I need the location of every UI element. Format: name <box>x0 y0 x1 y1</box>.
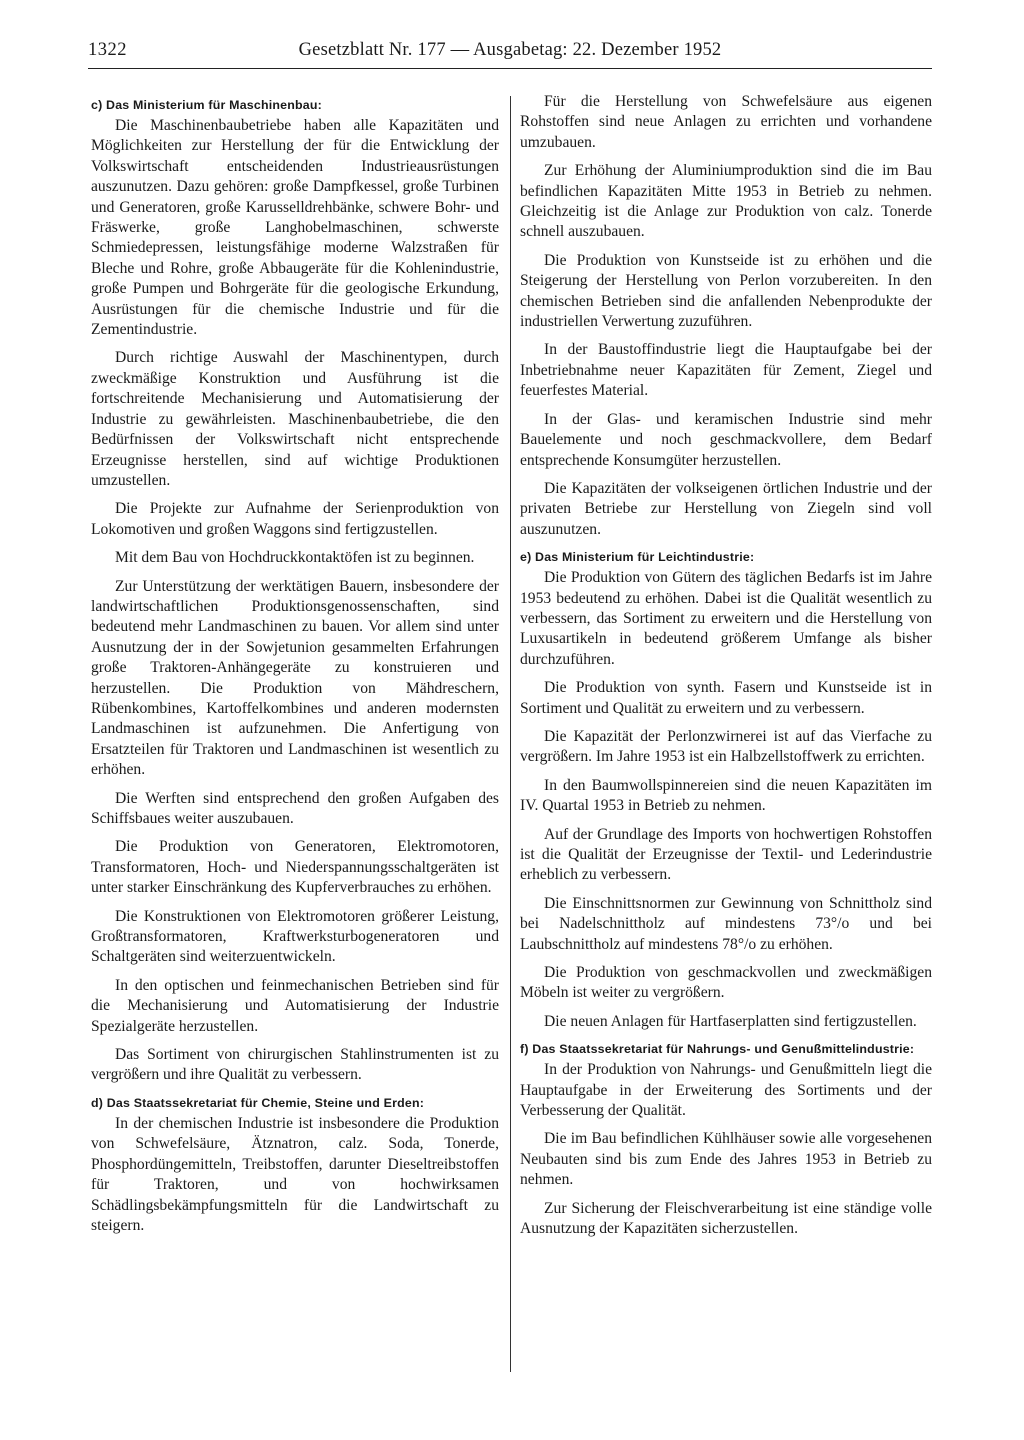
paragraph: Die Produktion von Generatoren, Elektromotoren, Transformatoren, Hoch- und Niederspannungsschaltgeräten ist unter starker Einschränkung des Kupferverbrauches zu erhöhen. <box>91 838 499 897</box>
paragraph: Die Produktion von synth. Fasern und Kunstseide ist in Sortiment und Qualität zu erweitern und zu verbessern. <box>520 679 932 717</box>
paragraph: Zur Erhöhung der Aluminiumproduktion sind die im Bau befindlichen Kapazitäten Mitte 1953 in Betrieb zu nehmen. Gleichzeitig ist die Anlage zur Produktion von calz. Tonerde schnell auszubauen. <box>520 162 932 241</box>
paragraph: Die Werften sind entsprechend den großen Aufgaben des Schiffsbaues weiter auszubauen. <box>91 789 499 827</box>
paragraph: Die neuen Anlagen für Hartfaserplatten sind fertigzustellen. <box>544 1012 917 1030</box>
paragraph: Die Einschnittsnormen zur Gewinnung von Schnittholz sind bei Nadelschnittholz auf mindestens 73°/o und bei Laubschnittholz auf mindestens 78°/o zu erhöhen. <box>520 894 932 953</box>
paragraph: Für die Herstellung von Schwefelsäure aus eigenen Rohstoffen sind neue Anlagen zu errichten und vorhandene umzubauen. <box>520 93 932 151</box>
section-heading-d: d) Das Staatssekretariat für Chemie, Steine und Erden: <box>91 1095 425 1110</box>
paragraph: Die Produktion von Gütern des täglichen Bedarfs ist im Jahre 1953 bedeutend zu erhöhen. Dabei ist die Qualität wesentlich zu verbessern, das Sortiment zu erweitern und die Herstellung von Luxusartikeln in bedeutend größerem Umfange als bisher durchzuführen. <box>520 569 932 668</box>
paragraph: Die Projekte zur Aufnahme der Serienproduktion von Lokomotiven und großen Waggons sind fertigzustellen. <box>91 500 499 538</box>
paragraph: Das Sortiment von chirurgischen Stahlinstrumenten ist zu vergrößern und ihre Qualität zu verbessern. <box>91 1046 499 1084</box>
paragraph: Mit dem Bau von Hochdruckkontaktöfen ist zu beginnen. <box>115 549 475 567</box>
paragraph: In den optischen und feinmechanischen Betrieben sind für die Mechanisierung und Automatisierung der Industrie Spezialgeräte herzustellen. <box>91 976 499 1035</box>
paragraph: In der chemischen Industrie ist insbesondere die Produktion von Schwefelsäure, Ätznatron, calz. Soda, Tonerde, Phosphordüngemitteln, Treibstoffen, darunter Dieseltreibstoffen für Traktoren, und von hochwirksamen Schädlingsbekämpfungsmitteln für die Landwirtschaft zu steigern. <box>91 1114 499 1234</box>
paragraph: Durch richtige Auswahl der Maschinentypen, durch zweckmäßige Konstruktion und Ausführung ist die fortschreitende Mechanisierung und Automatisierung der Industrie zu gewährleisten. Maschinenbaubetriebe, die den Bedürfnissen der Volkswirtschaft nicht entsprechende Erzeugnisse herstellen, sind auf wichtige Produktionen umzustellen. <box>91 349 499 489</box>
paragraph: Die Kapazitäten der volkseigenen örtlichen Industrie und der privaten Betriebe zur Herstellung von Ziegeln sind voll auszunutzen. <box>520 479 932 538</box>
paragraph: Die Konstruktionen von Elektromotoren größerer Leistung, Großtransformatoren, Kraftwerksturbogeneratoren und Schaltgeräten sind weiterzuentwickeln. <box>91 907 499 966</box>
section-heading-c: c) Das Ministerium für Maschinenbau: <box>91 98 322 112</box>
paragraph: In der Baustoffindustrie liegt die Hauptaufgabe bei der Inbetriebnahme neuer Kapazitäten für Zement, Ziegel und feuerfestes Material. <box>520 341 932 400</box>
paragraph: In der Glas- und keramischen Industrie sind mehr Bauelemente und noch geschmackvollere, dem Bedarf entsprechende Konsumgüter herzustellen. <box>520 410 932 469</box>
right-column <box>520 92 932 1248</box>
paragraph: Die Maschinenbaubetriebe haben alle Kapazitäten und Möglichkeiten zur Herstellung der für die Entwicklung der Volkswirtschaft entscheidenden Industrieausrüstungen auszunutzen. Dazu gehören: große Dampfkessel, große Turbinen und Generatoren, große Karusselldrehbänke, schwere Bohr- und Fräswerke, große Langhobelmaschinen, schwerste Schmiedepressen, leistungsfähige moderne Walzstraßen für Bleche und Rohre, große Abbaugeräte für die Kohlenindustrie, große Pumpen und Bohrgeräte für die geologische Erkundung, Ausrüstungen für die chemische Industrie und für die Zementindustrie. <box>91 117 499 339</box>
left-column <box>91 92 499 1244</box>
paragraph: In den Baumwollspinnereien sind die neuen Kapazitäten im IV. Quartal 1953 in Betrieb zu nehmen. <box>520 776 932 815</box>
paragraph: Die Produktion von Kunstseide ist zu erhöhen und die Steigerung der Herstellung von Perlon vorzubereiten. In den chemischen Betrieben sind die anfallenden Nebenprodukte der industriellen Verwertung zuzuführen. <box>520 251 932 331</box>
section-heading-f: f) Das Staatssekretariat für Nahrungs- und Genußmittelindustrie: <box>520 1042 915 1057</box>
paragraph: Die Produktion von geschmackvollen und zweckmäßigen Möbeln ist weiter zu vergrößern. <box>520 964 932 1002</box>
paragraph: Zur Unterstützung der werktätigen Bauern, insbesondere der landwirtschaftlichen Produktionsgenossenschaften, sind bedeutend mehr Landmaschinen zu bauen. Vor allem sind unter Ausnutzung der in der Sowjetunion gesammelten Erfahrungen große Traktoren-Anhängegeräte zu konstruieren und herzustellen. Die Produktion von Mähdreschern, Rübenkombines, Kartoffelkombines und anderen modernsten Landmaschinen ist aufzunehmen. Die Anfertigung von Ersatzteilen für Traktoren und Landmaschinen ist wesentlich zu erhöhen. <box>91 577 499 779</box>
paragraph: In der Produktion von Nahrungs- und Genußmitteln liegt die Hauptaufgabe in der Erweiterung des Sortiments und der Verbesserung der Qualität. <box>520 1061 932 1120</box>
paragraph: Zur Sicherung der Fleischverarbeitung ist eine ständige volle Ausnutzung der Kapazitäten sicherzustellen. <box>520 1199 932 1238</box>
running-title: Gesetzblatt Nr. 177 — Ausgabetag: 22. Dezember 1952 <box>298 40 722 60</box>
paragraph: Die Kapazität der Perlonzwirnerei ist auf das Vierfache zu vergrößern. Im Jahre 1953 ist ein Halbzellstoffwerk zu errichten. <box>520 727 932 766</box>
paragraph: Auf der Grundlage des Imports von hochwertigen Rohstoffen ist die Qualität der Erzeugnisse der Textil- und Lederindustrie erheblich zu verbessern. <box>520 825 932 884</box>
page-header <box>88 40 932 69</box>
section-heading-e: e) Das Ministerium für Leichtindustrie: <box>520 550 755 565</box>
page-number: 1322 <box>88 40 127 60</box>
paragraph: Die im Bau befindlichen Kühlhäuser sowie alle vorgesehenen Neubauten sind bis zum Ende des Jahres 1953 in Betrieb zu nehmen. <box>520 1130 932 1189</box>
column-divider <box>510 96 511 1372</box>
